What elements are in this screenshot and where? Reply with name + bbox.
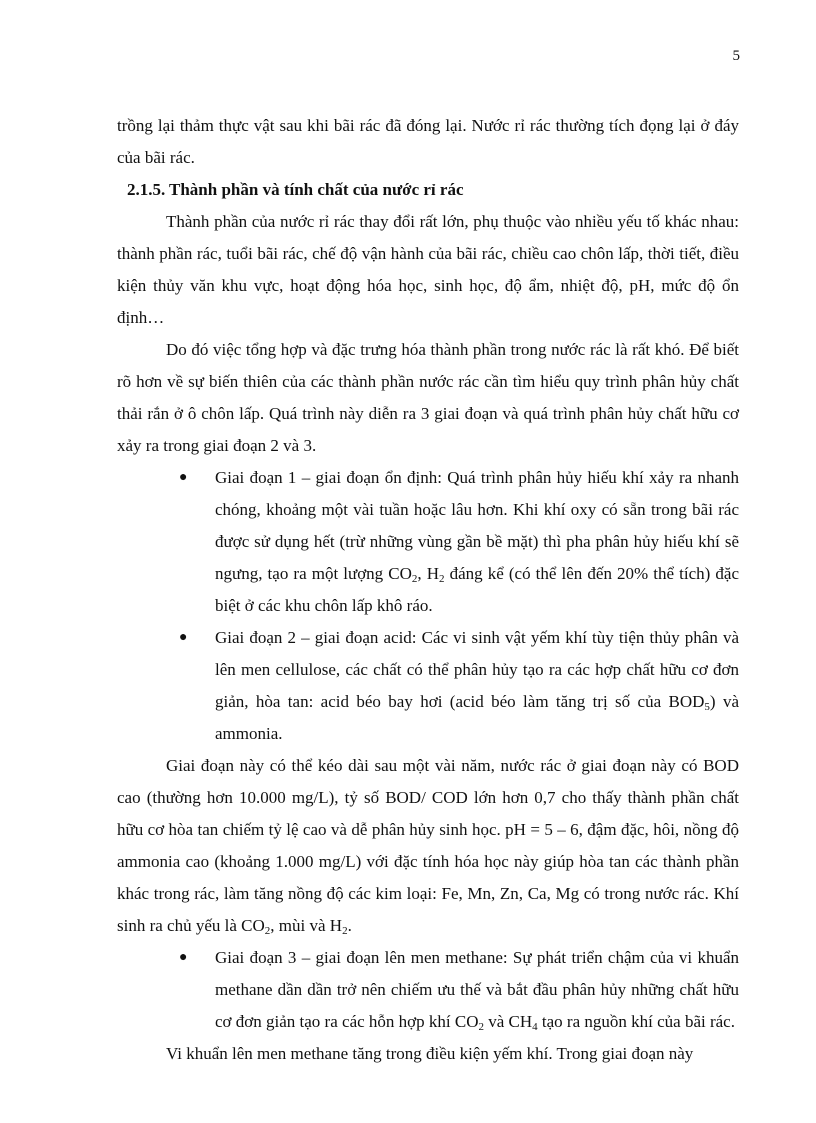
stage-list-continued: [117, 942, 739, 1038]
paragraph-decomposition: Do đó việc tổng hợp và đặc trưng hóa thành phần trong nước rác là rất khó. Để biết rõ hơn về sự biến thiên của các thành phần nước rác cần tìm hiểu quy trình phân hủy chất thải rắn ở ô chôn lấp. Quá trình này diễn ra 3 giai đoạn và quá trình phân hủy chất hữu cơ xảy ra trong giai đoạn 2 và 3.: [117, 340, 739, 455]
paragraph-continuation: trồng lại thảm thực vật sau khi bãi rác đã đóng lại. Nước rỉ rác thường tích đọng lại ở đáy của bãi rác.: [117, 116, 739, 167]
paragraph-stage-2-detail: Giai đoạn này có thể kéo dài sau một vài năm, nước rác ở giai đoạn này có BOD cao (thường hơn 10.000 mg/L), tỷ số BOD/ COD lớn hơn 0,7 cho thấy thành phần chất hữu cơ hòa tan chiếm tỷ lệ cao và dễ phân hủy sinh học. pH = 5 – 6, đậm đặc, hôi, nồng độ ammonia cao (khoảng 1.000 mg/L) với đặc tính hóa học này giúp hòa tan các thành phần khác trong rác, làm tăng nồng độ các kim loại: Fe, Mn, Zn, Ca, Mg có trong nước rác. Khí sinh ra chủ yếu là $CO_2$, mùi và $H_2$.: [117, 756, 739, 937]
bullet-icon: ●: [179, 950, 188, 965]
paragraph-composition: Thành phần của nước rỉ rác thay đổi rất lớn, phụ thuộc vào nhiều yếu tố khác nhau: thành phần rác, tuổi bãi rác, chế độ vận hành của bãi rác, chiều cao chôn lấp, thời tiết, điều kiện thủy văn khu vực, hoạt động hóa học, sinh học, độ ẩm, nhiệt độ, pH, mức độ ổn định…: [117, 212, 739, 327]
bullet-icon: ●: [179, 470, 188, 485]
list-item-stage-2: ● Giai đoạn 2 – giai đoạn acid: Các vi sinh vật yếm khí tùy tiện thủy phân và lên men cellulose, các chất có thể phân hủy tạo ra các hợp chất hữu cơ đơn giản, hòa tan: acid béo bay hơi (acid béo làm tăng trị số của $BOD_5$) và ammonia.: [117, 622, 739, 750]
section-heading: [117, 174, 739, 206]
list-item-stage-3: ● Giai đoạn 3 – giai đoạn lên men methane: Sự phát triển chậm của vi khuẩn methane dần dần trở nên chiếm ưu thế và bắt đầu phân hủy những chất hữu cơ đơn giản tạo ra các hỗn hợp khí $CO_2$ và $CH_4$ tạo ra nguồn khí của bãi rác.: [117, 942, 739, 1038]
stage-list: [117, 462, 739, 750]
page-number: 5: [732, 48, 740, 64]
bullet-icon: ●: [179, 630, 188, 645]
section-title: Thành phần và tính chất của nước rỉ rác: [169, 180, 464, 199]
section-number: 2.1.5.: [127, 180, 166, 199]
list-item-stage-1: ● Giai đoạn 1 – giai đoạn ổn định: Quá trình phân hủy hiếu khí xảy ra nhanh chóng, khoảng một vài tuần hoặc lâu hơn. Khi khí oxy có sẵn trong bãi rác được sử dụng hết (trừ những vùng gần bề mặt) thì pha phân hủy hiếu khí sẽ ngưng, tạo ra một lượng $CO_2$, $H_2$ đáng kể (có thể lên đến 20% thể tích) đặc biệt ở các khu chôn lấp khô ráo.: [117, 462, 739, 622]
document-body: [117, 110, 739, 1070]
paragraph-methane: Vi khuẩn lên men methane tăng trong điều kiện yếm khí. Trong giai đoạn này: [166, 1044, 694, 1063]
